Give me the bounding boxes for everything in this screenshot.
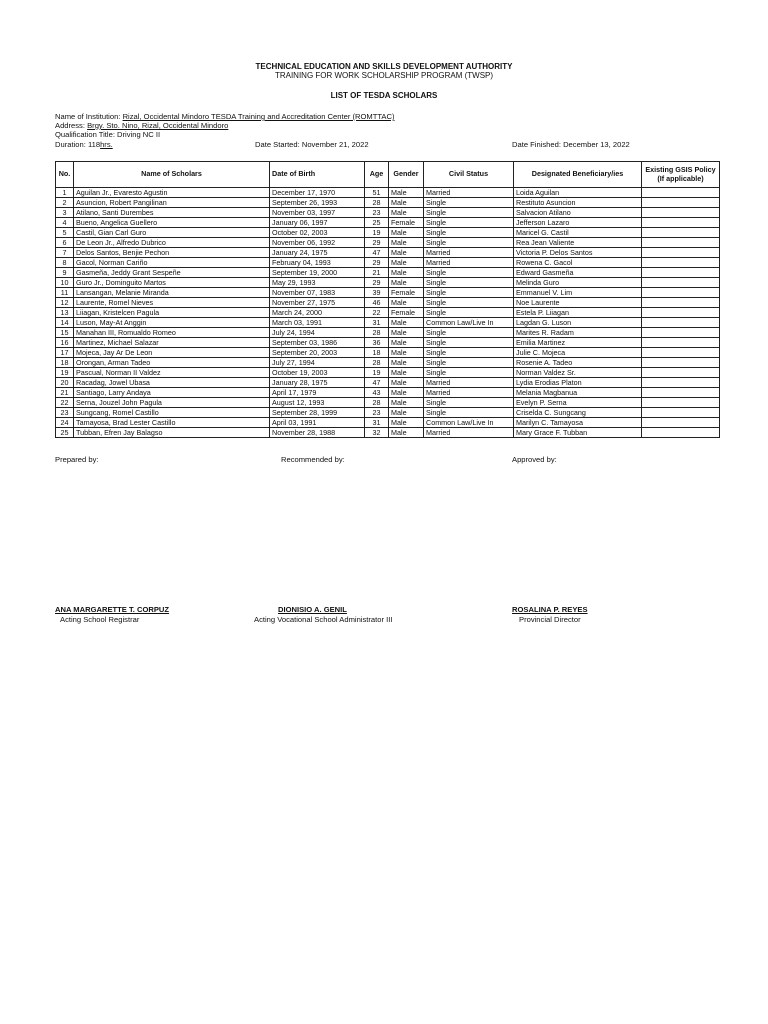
row-no: 12 xyxy=(56,298,74,308)
gsis-policy xyxy=(642,208,720,218)
gsis-policy xyxy=(642,198,720,208)
age: 18 xyxy=(365,348,389,358)
scholar-name: Liiagan, Kristelcen Pagula xyxy=(74,308,270,318)
gender: Male xyxy=(389,188,424,198)
date-of-birth: September 20, 2003 xyxy=(270,348,365,358)
date-of-birth: April 17, 1979 xyxy=(270,388,365,398)
civil-status: Married xyxy=(424,188,514,198)
gsis-policy xyxy=(642,238,720,248)
table-row xyxy=(56,358,720,368)
age: 36 xyxy=(365,338,389,348)
date-of-birth: January 24, 1975 xyxy=(270,248,365,258)
row-no: 1 xyxy=(56,188,74,198)
scholar-name: Guro Jr., Dominguito Martos xyxy=(74,278,270,288)
gender: Male xyxy=(389,208,424,218)
beneficiary: Melinda Guro xyxy=(514,278,642,288)
approved-label: Approved by: xyxy=(512,455,557,464)
gsis-policy xyxy=(642,338,720,348)
table-row xyxy=(56,398,720,408)
date-started: Date Started: November 21, 2022 xyxy=(255,140,369,149)
beneficiary: Restituto Asuncion xyxy=(514,198,642,208)
age: 51 xyxy=(365,188,389,198)
header-no: No. xyxy=(56,162,74,188)
row-no: 9 xyxy=(56,268,74,278)
gender: Male xyxy=(389,378,424,388)
table-row xyxy=(56,258,720,268)
civil-status: Married xyxy=(424,428,514,438)
beneficiary: Victoria P. Delos Santos xyxy=(514,248,642,258)
beneficiary: Marites R. Radam xyxy=(514,328,642,338)
row-no: 18 xyxy=(56,358,74,368)
civil-status: Married xyxy=(424,258,514,268)
age: 29 xyxy=(365,258,389,268)
civil-status: Married xyxy=(424,378,514,388)
table-row xyxy=(56,378,720,388)
table-row xyxy=(56,188,720,198)
row-no: 2 xyxy=(56,198,74,208)
table-row xyxy=(56,218,720,228)
age: 29 xyxy=(365,278,389,288)
age: 28 xyxy=(365,358,389,368)
gsis-policy xyxy=(642,268,720,278)
age: 28 xyxy=(365,398,389,408)
civil-status: Single xyxy=(424,238,514,248)
gender: Male xyxy=(389,298,424,308)
scholar-name: Castil, Gian Carl Guro xyxy=(74,228,270,238)
table-header-row xyxy=(56,162,720,188)
gsis-policy xyxy=(642,218,720,228)
table-row xyxy=(56,318,720,328)
gender: Male xyxy=(389,398,424,408)
table-row xyxy=(56,328,720,338)
scholar-name: Tamayosa, Brad Lester Castillo xyxy=(74,418,270,428)
row-no: 10 xyxy=(56,278,74,288)
gender: Male xyxy=(389,418,424,428)
table-row xyxy=(56,348,720,358)
gsis-policy xyxy=(642,398,720,408)
table-row xyxy=(56,288,720,298)
approved-title: Provincial Director xyxy=(519,615,581,624)
row-no: 15 xyxy=(56,328,74,338)
gsis-policy xyxy=(642,358,720,368)
beneficiary: Marilyn C. Tamayosa xyxy=(514,418,642,428)
gender: Male xyxy=(389,358,424,368)
beneficiary: Norman Valdez Sr. xyxy=(514,368,642,378)
civil-status: Single xyxy=(424,228,514,238)
civil-status: Single xyxy=(424,358,514,368)
date-of-birth: August 12, 1993 xyxy=(270,398,365,408)
date-of-birth: October 02, 2003 xyxy=(270,228,365,238)
scholar-name: Racadag, Jowel Ubasa xyxy=(74,378,270,388)
list-title: LIST OF TESDA SCHOLARS xyxy=(330,91,438,100)
age: 46 xyxy=(365,298,389,308)
table-row xyxy=(56,368,720,378)
row-no: 23 xyxy=(56,408,74,418)
header-beneficiary: Designated Beneficiary/ies xyxy=(514,162,642,188)
gsis-policy xyxy=(642,388,720,398)
age: 31 xyxy=(365,318,389,328)
beneficiary: Estela P. Liiagan xyxy=(514,308,642,318)
scholar-name: Manahan III, Romualdo Romeo xyxy=(74,328,270,338)
prepared-name: ANA MARGARETTE T. CORPUZ xyxy=(55,605,170,614)
age: 21 xyxy=(365,268,389,278)
approved-name: ROSALINA P. REYES xyxy=(512,605,588,614)
scholar-name: Atilano, Santi Durembes xyxy=(74,208,270,218)
scholar-name: Sungcang, Romel Castillo xyxy=(74,408,270,418)
row-no: 8 xyxy=(56,258,74,268)
scholar-name: De Leon Jr., Alfredo Dubrico xyxy=(74,238,270,248)
duration-line xyxy=(55,140,113,150)
gender: Male xyxy=(389,368,424,378)
scholar-name: Aguilan Jr., Evaresto Agustin xyxy=(74,188,270,198)
row-no: 7 xyxy=(56,248,74,258)
scholar-name: Pascual, Norman II Valdez xyxy=(74,368,270,378)
scholars-table xyxy=(55,161,720,438)
gender: Male xyxy=(389,198,424,208)
civil-status: Single xyxy=(424,348,514,358)
table-row xyxy=(56,278,720,288)
beneficiary: Melania Magbanua xyxy=(514,388,642,398)
header-civil-status: Civil Status xyxy=(424,162,514,188)
row-no: 3 xyxy=(56,208,74,218)
prepared-title: Acting School Registrar xyxy=(60,615,140,624)
table-row xyxy=(56,268,720,278)
row-no: 16 xyxy=(56,338,74,348)
date-of-birth: May 29, 1993 xyxy=(270,278,365,288)
qualification-line: Qualification Title: Driving NC II xyxy=(55,130,161,139)
row-no: 14 xyxy=(56,318,74,328)
beneficiary: Mary Grace F. Tubban xyxy=(514,428,642,438)
duration-unit: hrs. xyxy=(100,140,113,149)
scholar-name: Tubban, Efren Jay Balagso xyxy=(74,428,270,438)
scholar-name: Luson, May-At Anggin xyxy=(74,318,270,328)
gender: Male xyxy=(389,258,424,268)
row-no: 11 xyxy=(56,288,74,298)
date-of-birth: November 06, 1992 xyxy=(270,238,365,248)
table-row xyxy=(56,228,720,238)
age: 28 xyxy=(365,328,389,338)
scholar-name: Mojeca, Jay Ar De Leon xyxy=(74,348,270,358)
gender: Male xyxy=(389,248,424,258)
age: 39 xyxy=(365,288,389,298)
gsis-policy xyxy=(642,418,720,428)
beneficiary: Julie C. Mojeca xyxy=(514,348,642,358)
row-no: 24 xyxy=(56,418,74,428)
table-row xyxy=(56,198,720,208)
gsis-policy xyxy=(642,248,720,258)
recommended-title: Acting Vocational School Administrator III xyxy=(254,615,393,624)
row-no: 21 xyxy=(56,388,74,398)
gsis-policy xyxy=(642,408,720,418)
age: 43 xyxy=(365,388,389,398)
recommended-label: Recommended by: xyxy=(281,455,345,464)
row-no: 19 xyxy=(56,368,74,378)
scholar-name: Delos Santos, Benjie Pechon xyxy=(74,248,270,258)
table-row xyxy=(56,208,720,218)
gsis-policy xyxy=(642,288,720,298)
gender: Male xyxy=(389,388,424,398)
gsis-policy xyxy=(642,298,720,308)
scholar-name: Santiago, Larry Andaya xyxy=(74,388,270,398)
header-birthdate: Date of Birth xyxy=(270,162,365,188)
date-of-birth: November 28, 1988 xyxy=(270,428,365,438)
scholar-name: Martinez, Michael Salazar xyxy=(74,338,270,348)
gsis-policy xyxy=(642,308,720,318)
beneficiary: Loida Aguilan xyxy=(514,188,642,198)
table-row xyxy=(56,388,720,398)
beneficiary: Lagdan G. Luson xyxy=(514,318,642,328)
row-no: 22 xyxy=(56,398,74,408)
civil-status: Common Law/Live In xyxy=(424,418,514,428)
gender: Female xyxy=(389,288,424,298)
age: 47 xyxy=(365,248,389,258)
beneficiary: Evelyn P. Serna xyxy=(514,398,642,408)
row-no: 13 xyxy=(56,308,74,318)
gsis-policy xyxy=(642,278,720,288)
date-of-birth: October 19, 2003 xyxy=(270,368,365,378)
date-of-birth: September 19, 2000 xyxy=(270,268,365,278)
civil-status: Single xyxy=(424,398,514,408)
age: 23 xyxy=(365,408,389,418)
date-of-birth: November 27, 1975 xyxy=(270,298,365,308)
beneficiary: Emilia Martinez xyxy=(514,338,642,348)
institution-value: Rizal, Occidental Mindoro TESDA Training and Accreditation Center (ROMTTAC) xyxy=(122,112,395,121)
row-no: 5 xyxy=(56,228,74,238)
age: 32 xyxy=(365,428,389,438)
row-no: 25 xyxy=(56,428,74,438)
scholar-name: Orongan, Arman Tadeo xyxy=(74,358,270,368)
institution-label: Name of Institution: xyxy=(55,112,121,121)
table-row xyxy=(56,408,720,418)
date-of-birth: July 24, 1994 xyxy=(270,328,365,338)
table-row xyxy=(56,298,720,308)
civil-status: Single xyxy=(424,218,514,228)
gender: Male xyxy=(389,328,424,338)
gender: Male xyxy=(389,278,424,288)
date-of-birth: February 04, 1993 xyxy=(270,258,365,268)
beneficiary: Jefferson Lazaro xyxy=(514,218,642,228)
gsis-policy xyxy=(642,318,720,328)
civil-status: Single xyxy=(424,298,514,308)
age: 19 xyxy=(365,228,389,238)
date-of-birth: March 24, 2000 xyxy=(270,308,365,318)
gender: Male xyxy=(389,268,424,278)
table-row xyxy=(56,238,720,248)
scholar-name: Asuncion, Robert Pangilinan xyxy=(74,198,270,208)
header-gsis-policy: Existing GSIS Policy (If applicable) xyxy=(642,162,720,188)
beneficiary: Rosenie A. Tadeo xyxy=(514,358,642,368)
header-name: Name of Scholars xyxy=(74,162,270,188)
date-of-birth: January 28, 1975 xyxy=(270,378,365,388)
address-value: Brgy. Sto. Nino, Rizal, Occidental Mindoro xyxy=(87,121,229,130)
row-no: 20 xyxy=(56,378,74,388)
age: 22 xyxy=(365,308,389,318)
gender: Male xyxy=(389,408,424,418)
recommended-name: DIONISIO A. GENIL xyxy=(278,605,347,614)
beneficiary: Rea Jean Valiente xyxy=(514,238,642,248)
date-of-birth: November 03, 1997 xyxy=(270,208,365,218)
gsis-policy xyxy=(642,348,720,358)
age: 47 xyxy=(365,378,389,388)
gender: Male xyxy=(389,348,424,358)
age: 23 xyxy=(365,208,389,218)
gsis-policy xyxy=(642,228,720,238)
date-of-birth: September 28, 1999 xyxy=(270,408,365,418)
age: 19 xyxy=(365,368,389,378)
civil-status: Single xyxy=(424,268,514,278)
table-row xyxy=(56,338,720,348)
civil-status: Married xyxy=(424,388,514,398)
prepared-label: Prepared by: xyxy=(55,455,99,464)
scholar-name: Gasmeña, Jeddy Grant Sespeñe xyxy=(74,268,270,278)
table-row xyxy=(56,308,720,318)
date-of-birth: September 03, 1986 xyxy=(270,338,365,348)
gsis-policy xyxy=(642,188,720,198)
civil-status: Single xyxy=(424,408,514,418)
table-row xyxy=(56,418,720,428)
row-no: 6 xyxy=(56,238,74,248)
duration-value: 118 xyxy=(87,140,101,149)
gsis-policy xyxy=(642,378,720,388)
beneficiary: Lydia Erodias Platon xyxy=(514,378,642,388)
scholar-name: Laurente, Romel Nieves xyxy=(74,298,270,308)
gsis-policy xyxy=(642,368,720,378)
date-of-birth: July 27, 1994 xyxy=(270,358,365,368)
duration-label: Duration: xyxy=(55,140,86,149)
gsis-policy xyxy=(642,428,720,438)
date-of-birth: December 17, 1970 xyxy=(270,188,365,198)
beneficiary: Noe Laurente xyxy=(514,298,642,308)
civil-status: Single xyxy=(424,208,514,218)
address-label: Address: xyxy=(55,121,85,130)
row-no: 4 xyxy=(56,218,74,228)
table-row xyxy=(56,248,720,258)
gender: Male xyxy=(389,338,424,348)
header-age: Age xyxy=(365,162,389,188)
age: 28 xyxy=(365,198,389,208)
date-of-birth: April 03, 1991 xyxy=(270,418,365,428)
date-of-birth: September 26, 1993 xyxy=(270,198,365,208)
beneficiary: Maricel G. Castil xyxy=(514,228,642,238)
gender: Male xyxy=(389,428,424,438)
scholar-name: Lansangan, Melanie Miranda xyxy=(74,288,270,298)
civil-status: Single xyxy=(424,308,514,318)
scholar-name: Bueno, Angelica Guellero xyxy=(74,218,270,228)
beneficiary: Rowena C. Gacol xyxy=(514,258,642,268)
gender: Male xyxy=(389,238,424,248)
gsis-policy xyxy=(642,258,720,268)
date-of-birth: January 06, 1997 xyxy=(270,218,365,228)
age: 29 xyxy=(365,238,389,248)
date-of-birth: March 03, 1991 xyxy=(270,318,365,328)
authority-heading: TECHNICAL EDUCATION AND SKILLS DEVELOPMENT AUTHORITY xyxy=(255,62,513,71)
row-no: 17 xyxy=(56,348,74,358)
beneficiary: Salvacion Atilano xyxy=(514,208,642,218)
scholar-name: Serna, Jouzel John Pagula xyxy=(74,398,270,408)
civil-status: Single xyxy=(424,328,514,338)
date-of-birth: November 07, 1983 xyxy=(270,288,365,298)
date-finished: Date Finished: December 13, 2022 xyxy=(512,140,630,149)
gender: Female xyxy=(389,218,424,228)
civil-status: Single xyxy=(424,338,514,348)
header-gender: Gender xyxy=(389,162,424,188)
gsis-policy xyxy=(642,328,720,338)
beneficiary: Emmanuel V. Lim xyxy=(514,288,642,298)
gender: Male xyxy=(389,228,424,238)
beneficiary: Criselda C. Sungcang xyxy=(514,408,642,418)
beneficiary: Edward Gasmeña xyxy=(514,268,642,278)
gender: Male xyxy=(389,318,424,328)
age: 25 xyxy=(365,218,389,228)
civil-status: Single xyxy=(424,368,514,378)
civil-status: Single xyxy=(424,288,514,298)
table-row xyxy=(56,428,720,438)
civil-status: Married xyxy=(424,248,514,258)
civil-status: Single xyxy=(424,278,514,288)
scholar-name: Gacol, Norman Cariño xyxy=(74,258,270,268)
civil-status: Common Law/Live In xyxy=(424,318,514,328)
program-heading: TRAINING FOR WORK SCHOLARSHIP PROGRAM (TWSP) xyxy=(274,71,494,80)
age: 31 xyxy=(365,418,389,428)
gender: Female xyxy=(389,308,424,318)
civil-status: Single xyxy=(424,198,514,208)
